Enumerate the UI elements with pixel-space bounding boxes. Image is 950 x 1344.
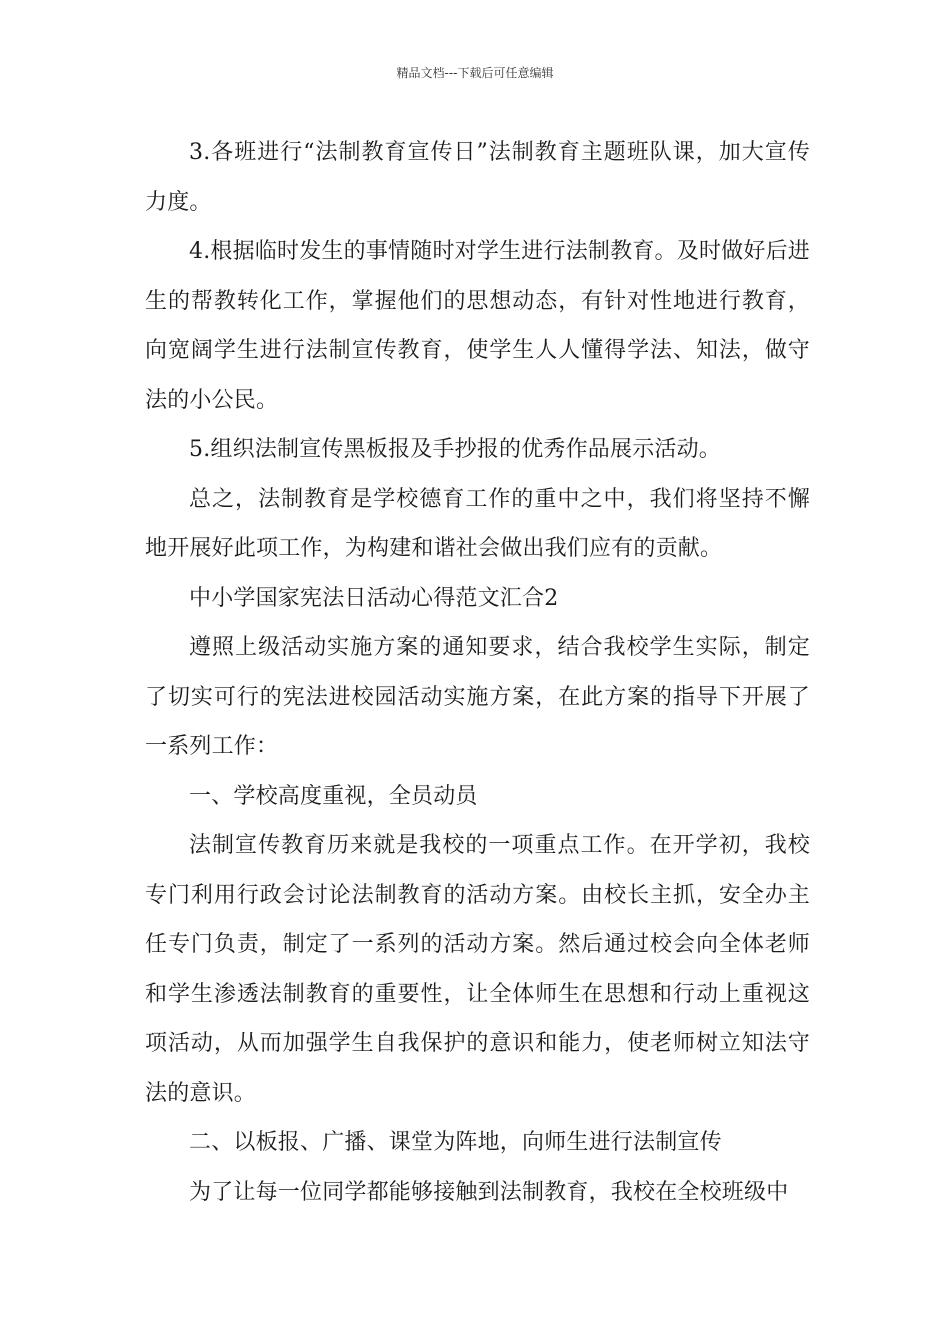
paragraph-item-5: 5.组织法制宣传黑板报及手抄报的优秀作品展示活动。 bbox=[189, 437, 721, 462]
heading-one: 一、学校高度重视，全员动员 bbox=[189, 783, 478, 809]
heading-two: 二、以板报、广播、课堂为阵地，向师生进行法制宣传 bbox=[189, 1130, 722, 1155]
paragraph-section-one: 法制宣传教育历来就是我校的一项重点工作。在开学初，我校专门利用行政会讨论法制教育的活动方案。由校长主抓，安全办主任专门负责，制定了一系列的活动方案。然后通过校会向全体老师和学生渗透法制教育的重要性，让全体师生在思想和行动上重视这项活动，从而加强学生自我保护的意识和能力，使老师树立知法守法的意识。 bbox=[145, 833, 810, 1106]
paragraph-item-4: 4.根据临时发生的事情随时对学生进行法制教育。及时做好后进生的帮教转化工作，掌握他们的思想动态，有针对性地进行教育，向宽阔学生进行法制宣传教育，使学生人人懂得学法、知法，做守法的小公民。 bbox=[145, 239, 810, 413]
paragraph-intro: 遵照上级活动实施方案的通知要求，结合我校学生实际，制定了切实可行的宪法进校园活动实施方案，在此方案的指导下开展了一系列工作： bbox=[145, 635, 810, 759]
section-title: 中小学国家宪法日活动心得范文汇合2 bbox=[189, 585, 559, 611]
paragraph-item-3: 3.各班进行“法制教育宣传日”法制教育主题班队课，加大宣传力度。 bbox=[145, 140, 810, 215]
page-header: 精品文档---下载后可任意编辑 bbox=[396, 66, 554, 80]
document-body bbox=[145, 128, 810, 1217]
paragraph-summary: 总之，法制教育是学校德育工作的重中之中，我们将坚持不懈地开展好此项工作，为构建和谐社会做出我们应有的贡献。 bbox=[145, 486, 810, 561]
paragraph-section-two: 为了让每一位同学都能够接触到法制教育，我校在全校班级中 bbox=[189, 1179, 789, 1205]
